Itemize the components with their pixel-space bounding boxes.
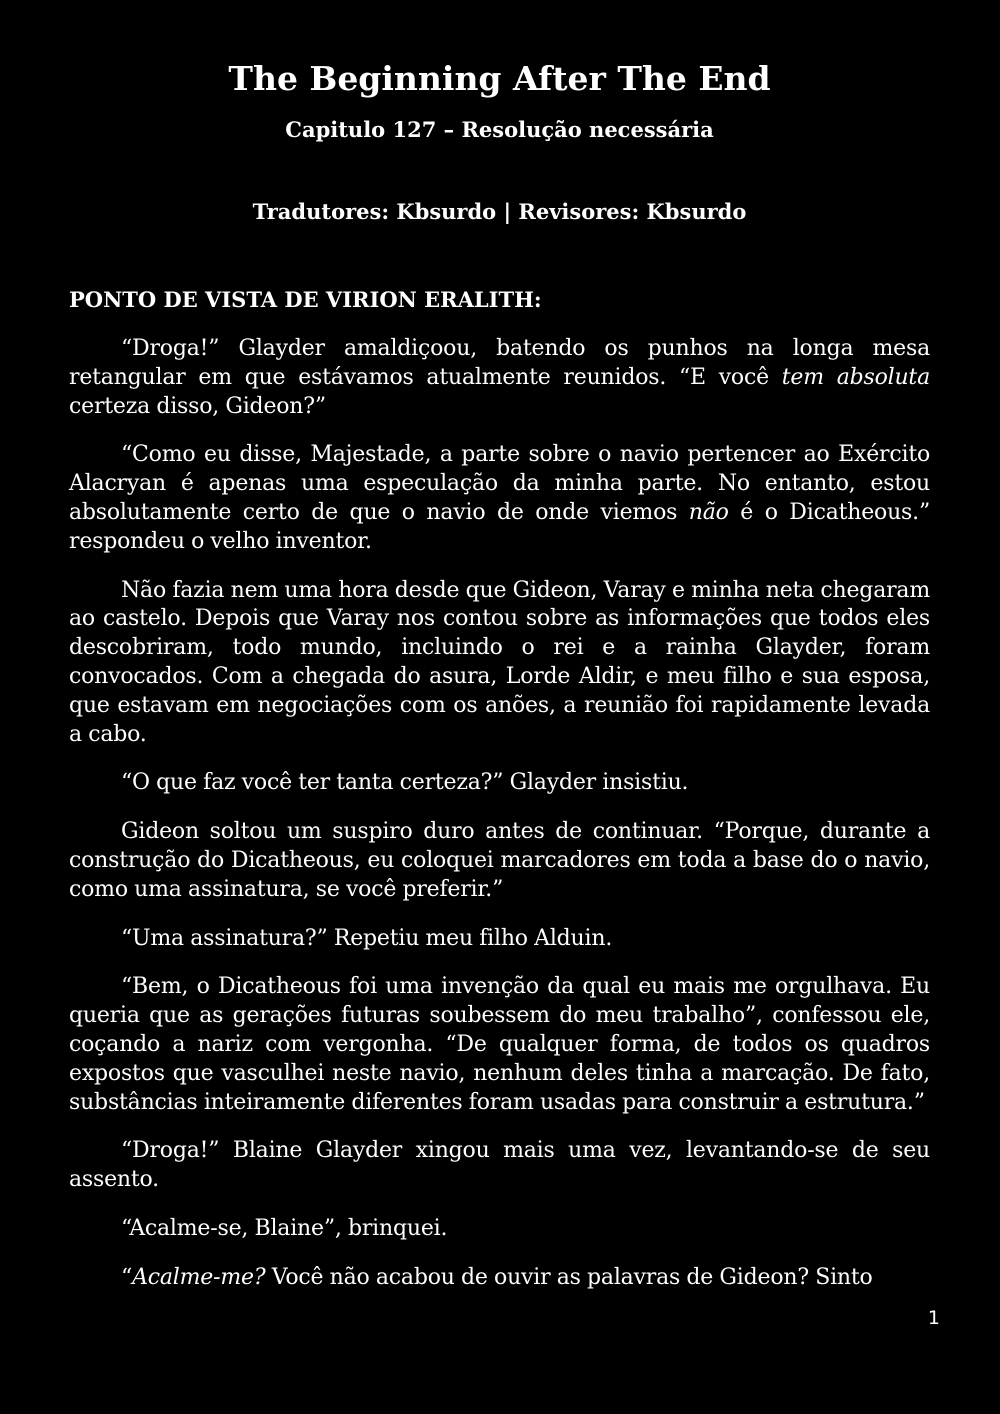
paragraph: “Bem, o Dicatheous foi uma invenção da qual eu mais me orgulhava. Eu queria que as gerações futuras soubessem do meu trabalho”, confessou ele, coçando a nariz com vergonha. “De qualquer forma, de todos os quadros expostos que vasculhei neste navio, nenhum deles tinha a marcação. De fato, substâncias inteiramente diferentes foram usadas para construir a estrutura.” <box>69 974 930 1115</box>
document-page <box>69 0 930 1414</box>
book-title: The Beginning After The End <box>228 59 771 98</box>
paragraph: Não fazia nem uma hora desde que Gideon, Varay e minha neta chegaram ao castelo. Depois que Varay nos contou sobre as informações que todos eles descobriram, todo mundo, incluindo o rei e a rainha Glayder, foram convocados. Com a chegada do asura, Lorde Aldir, e meu filho e sua esposa, que estavam em negociações com os anões, a reunião foi rapidamente levada a cabo. <box>69 577 930 747</box>
credits-line: Tradutores: Kbsurdo | Revisores: Kbsurdo <box>252 199 747 224</box>
chapter-body <box>69 335 930 1313</box>
section-heading: PONTO DE VISTA DE VIRION ERALITH: <box>69 287 542 312</box>
paragraph: “Como eu disse, Majestade, a parte sobre o navio pertencer ao Exército Alacryan é apenas uma especulação da minha parte. No entanto, estou absolutamente certo de que o navio de onde viemos não é o Dicatheous.” respondeu o velho inventor. <box>69 442 930 554</box>
paragraph: “O que faz você ter tanta certeza?” Glayder insistiu. <box>121 770 689 796</box>
chapter-title: Capitulo 127 – Resolução necessária <box>285 117 714 142</box>
paragraph: “Droga!” Blaine Glayder xingou mais uma vez, levantando-se de seu assento. <box>69 1138 930 1193</box>
page-number: 1 <box>927 1307 940 1329</box>
paragraph: “Uma assinatura?” Repetiu meu filho Alduin. <box>121 925 613 951</box>
paragraph: “Acalme-se, Blaine”, brinquei. <box>121 1215 448 1241</box>
paragraph: “Droga!” Glayder amaldiçoou, batendo os punhos na longa mesa retangular em que estávamos atualmente reunidos. “E você tem absoluta certeza disso, Gideon?” <box>69 336 930 419</box>
paragraph: Gideon soltou um suspiro duro antes de continuar. “Porque, durante a construção do Dicatheous, eu coloquei marcadores em toda a base do o navio, como uma assinatura, se você preferir.” <box>69 819 930 902</box>
paragraph: “Acalme-me? Você não acabou de ouvir as palavras de Gideon? Sinto <box>121 1264 873 1290</box>
